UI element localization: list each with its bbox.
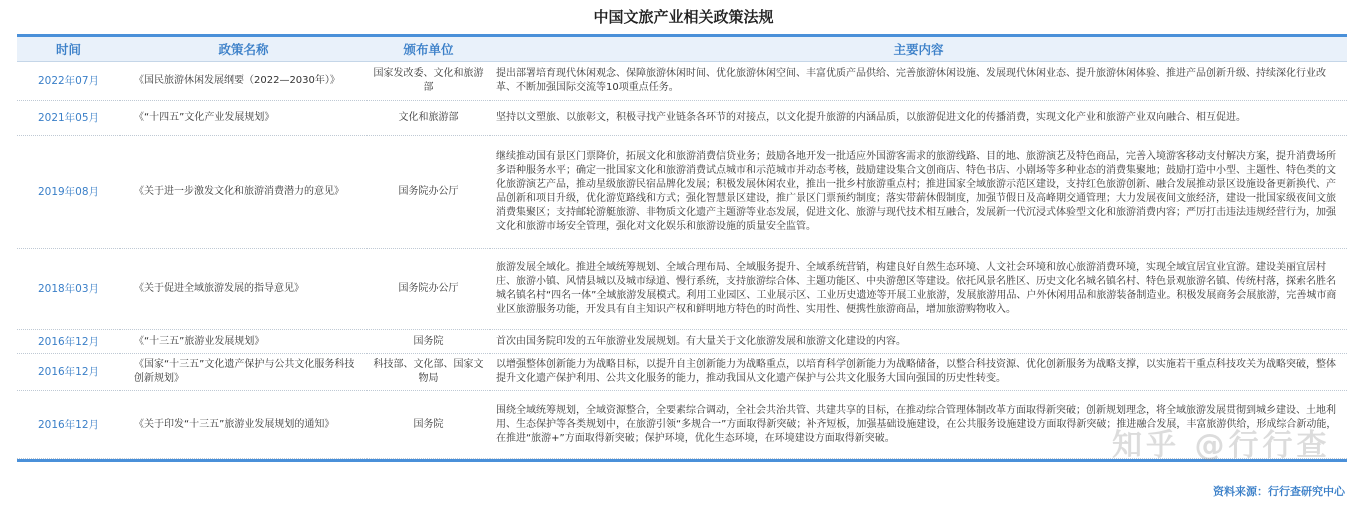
cell-main-content: 提出部署培育现代休闲观念、保障旅游休闲时间、优化旅游休闲空间、丰富优质产品供给、完善旅游休闲设施、发展现代休闲业态、提升旅游休闲体验、推进产品创新升级、持续深化行业改革、不断加强国际交流等10项重点任务。 — [490, 62, 1347, 101]
cell-issuing-unit: 国家发改委、文化和旅游部 — [367, 62, 490, 101]
header-policy-name: 政策名称 — [120, 37, 367, 62]
cell-time: 2016年12月 — [17, 354, 120, 391]
page-title: 中国文旅产业相关政策法规 — [593, 8, 774, 26]
cell-time: 2016年12月 — [17, 330, 120, 354]
cell-main-content: 继续推动国有景区门票降价，拓展文化和旅游消费信贷业务；鼓励各地开发一批适应外国游客需求的旅游线路、目的地、旅游演艺及特色商品，完善入境游客移动支付解决方案，提升消费场所多语种服务水平；确定一批国家文化和旅游消费试点城市和示范城市并动态考核，鼓励建设集合文创商店、特色书店、小剧场等多种业态的消费集聚地；鼓励打造中小型、主题性、特色类的文化旅游演艺产品，推动星级旅游民宿品牌化发展；积极发展休闲农业，推出一批乡村旅游重点村；推进国家全域旅游示范区建设，支持红色旅游创新、融合发展推动景区设施设备更新换代、产品创新和项目升级，优化游览路线和方式；强化智慧景区建设，推广景区门票预约制度；落实带薪休假制度，加强节假日及高峰期交通管理；大力发展夜间文旅经济，建设一批国家级夜间文旅消费集聚区；支持邮轮游艇旅游、非物质文化遗产主题游等业态发展，促进文化、旅游与现代技术相互融合，发展新一代沉浸式体验型文化和旅游消费内容；严厉打击违法违规经营行为，加强文化和旅游市场安全管理，强化对文化娱乐和旅游设施的质量安全监管。 — [490, 136, 1347, 249]
table-row — [17, 136, 1347, 249]
cell-policy-name: 《关于促进全域旅游发展的指导意见》 — [120, 249, 367, 330]
cell-main-content: 首次由国务院印发的五年旅游业发展规划。有大量关于文化旅游发展和旅游文化建设的内容。 — [490, 330, 1347, 354]
cell-policy-name: 《“十三五”旅游业发展规划》 — [120, 330, 367, 354]
cell-issuing-unit: 国务院办公厅 — [367, 249, 490, 330]
cell-main-content: 旅游发展全域化。推进全域统筹规划、全域合理布局、全域服务提升、全域系统营销，构建良好自然生态环境、人文社会环境和放心旅游消费环境，实现全域宜居宜业宜游。建设美丽宜居村庄、旅游小镇、风情县城以及城市绿道、慢行系统，支持旅游综合体、主题功能区、中央游憩区等建设。依托风景名胜区、历史文化名城名镇名村、特色景观旅游名镇、传统村落，探索名胜名城名镇名村“四名一体”全域旅游发展模式。利用工业园区、工业展示区、工业历史遗迹等开展工业旅游，发展旅游用品、户外休闲用品和旅游装备制造业。积极发展商务会展旅游，完善城市商业区旅游服务功能，开发具有自主知识产权和鲜明地方特色的时尚性、实用性、便携性旅游商品，增加旅游购物收入。 — [490, 249, 1347, 330]
policy-table — [17, 37, 1347, 459]
cell-main-content: 围绕全域统筹规划，全域资源整合，全要素综合调动，全社会共治共管、共建共享的目标，在推动综合管理体制改革方面取得新突破；创新规划理念，将全域旅游发展贯彻到城乡建设、土地利用、生态保护等各类规划中，在旅游引领“多规合一”方面取得新突破；补齐短板，加强基础设施建设，在公共服务设施建设方面取得新突破；推进融合发展，丰富旅游供给，形成综合新动能，在推进“旅游+”方面取得新突破；保护环境，优化生态环境，在环境建设方面取得新突破。 — [490, 391, 1347, 459]
watermark: 知乎 @行行查 — [1112, 428, 1331, 463]
cell-policy-name: 《国家“十三五”文化遗产保护与公共文化服务科技创新规划》 — [120, 354, 367, 391]
policy-table-wrapper — [17, 34, 1347, 462]
cell-issuing-unit: 科技部、文化部、国家文物局 — [367, 354, 490, 391]
cell-policy-name: 《关于印发“十三五”旅游业发展规划的通知》 — [120, 391, 367, 459]
cell-policy-name: 《关于进一步激发文化和旅游消费潜力的意见》 — [120, 136, 367, 249]
cell-issuing-unit: 国务院 — [367, 391, 490, 459]
table-header-row — [17, 37, 1347, 62]
cell-main-content: 以增强整体创新能力为战略目标，以提升自主创新能力为战略重点，以培育科学创新能力为战略储备，以整合科技资源、优化创新服务为战略支撑，以实施若干重点科技攻关为战略突破，整体提升文化遗产保护利用、公共文化服务的能力，推动我国从文化遗产保护与公共文化服务大国向强国的历史性转变。 — [490, 354, 1347, 391]
cell-policy-name: 《“十四五”文化产业发展规划》 — [120, 101, 367, 136]
cell-time: 2021年05月 — [17, 101, 120, 136]
table-row — [17, 62, 1347, 101]
cell-time: 2022年07月 — [17, 62, 120, 101]
cell-main-content: 坚持以文塑旅、以旅彰文，积极寻找产业链条各环节的对接点，以文化提升旅游的内涵品质，以旅游促进文化的传播消费，实现文化产业和旅游产业双向融合、相互促进。 — [490, 101, 1347, 136]
cell-issuing-unit: 国务院办公厅 — [367, 136, 490, 249]
header-main-content: 主要内容 — [490, 37, 1347, 62]
data-source-note: 资料来源：行行查研究中心 — [1213, 485, 1345, 498]
cell-issuing-unit: 文化和旅游部 — [367, 101, 490, 136]
cell-issuing-unit: 国务院 — [367, 330, 490, 354]
cell-time: 2019年08月 — [17, 136, 120, 249]
table-row — [17, 330, 1347, 354]
table-row — [17, 354, 1347, 391]
table-row — [17, 101, 1347, 136]
cell-time: 2016年12月 — [17, 391, 120, 459]
table-row — [17, 249, 1347, 330]
cell-time: 2018年03月 — [17, 249, 120, 330]
header-issuing-unit: 颁布单位 — [367, 37, 490, 62]
header-time: 时间 — [17, 37, 120, 62]
cell-policy-name: 《国民旅游休闲发展纲要（2022—2030年）》 — [120, 62, 367, 101]
